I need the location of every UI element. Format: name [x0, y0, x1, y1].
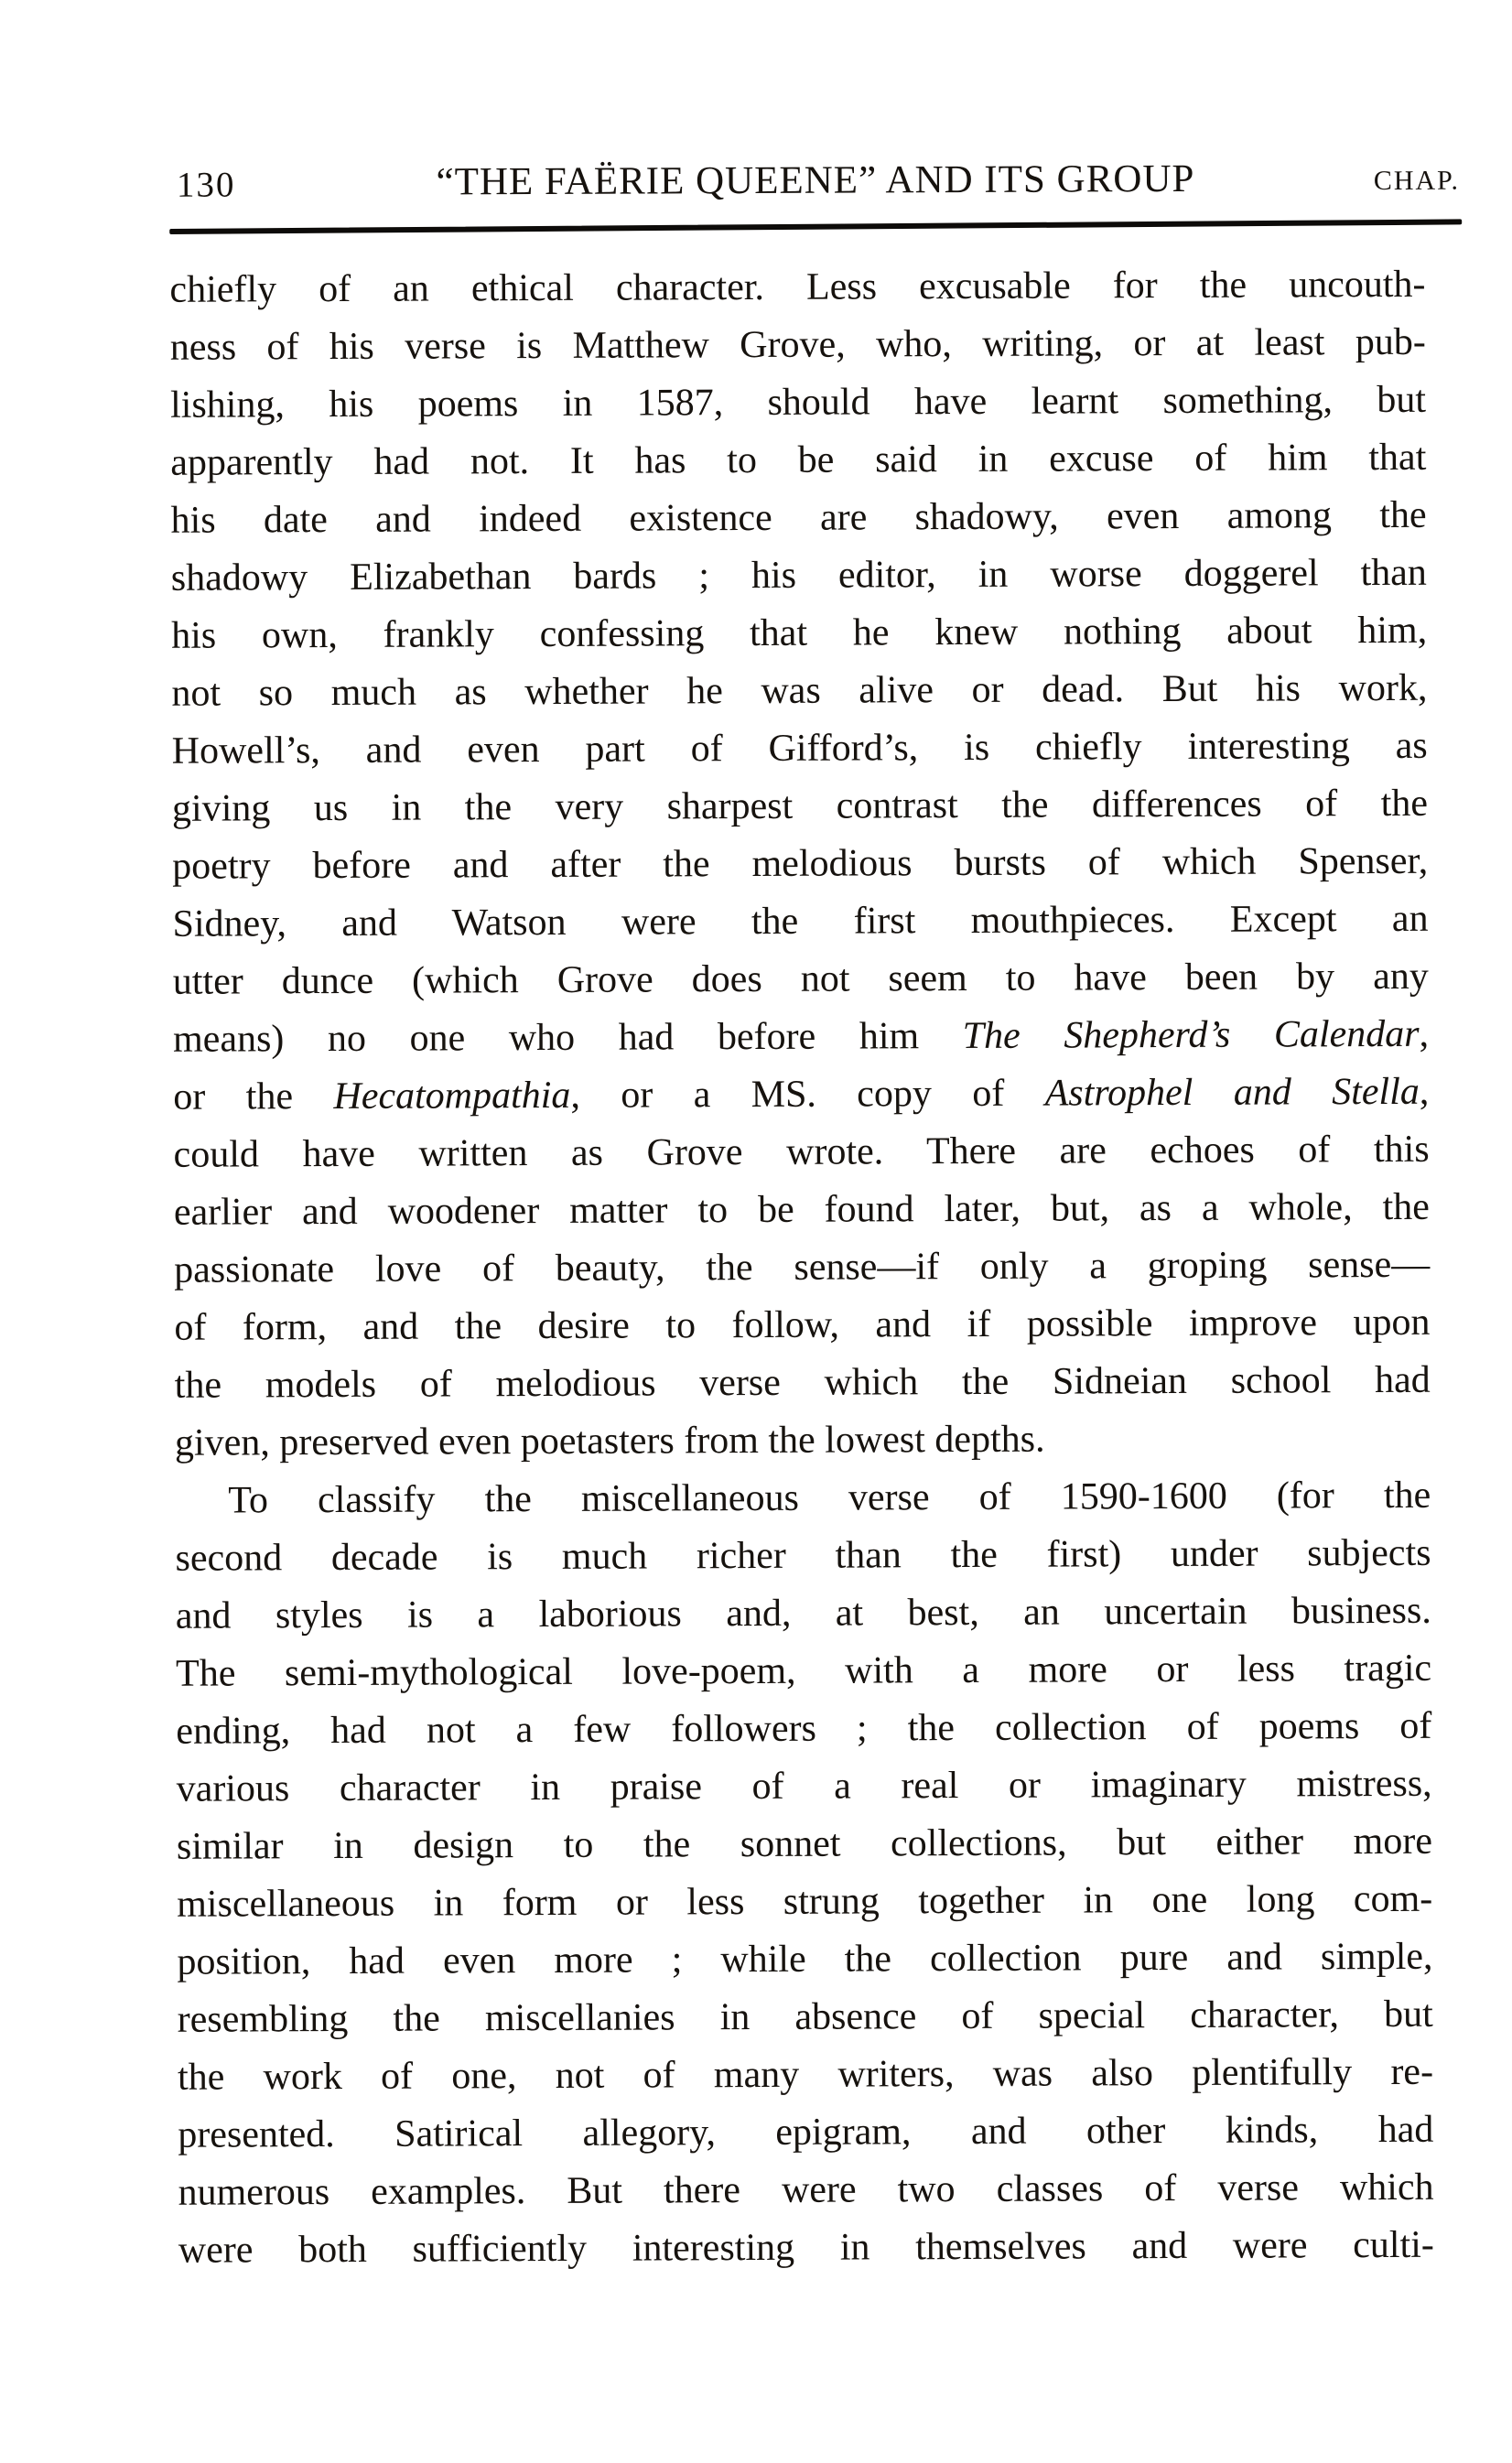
text-line: the work of one, not of many writers, was also plentifully re-: [177, 2050, 1434, 2099]
body-text: [169, 256, 1434, 2280]
text-line: means) no one who had before him The Shepherd’s Calendar,: [172, 1012, 1430, 1061]
text-line: his own, frankly confessing that he knew nothing about him,: [171, 609, 1428, 657]
text-line: utter dunce (which Grove does not seem to have been by any: [172, 955, 1429, 1003]
text-line: The semi-mythological love-poem, with a more or less tragic: [176, 1647, 1432, 1695]
text-line: of form, and the desire to follow, and if possible improve upon: [174, 1301, 1431, 1349]
text-line: ness of his verse is Matthew Grove, who, writing, or at least pub-: [169, 320, 1426, 369]
text-line: poetry before and after the melodious bursts of which Spenser,: [172, 839, 1429, 888]
text-line: various character in praise of a real or imaginary mistress,: [176, 1762, 1432, 1810]
text-line: the models of melodious verse which the Sidneian school had: [174, 1358, 1431, 1407]
text-line: giving us in the very sharpest contrast the differences of the: [171, 782, 1429, 830]
text-line: shadowy Elizabethan bards ; his editor, in worse doggerel than: [170, 551, 1427, 600]
text-line: chiefly of an ethical character. Less excusable for the uncouth-: [169, 263, 1426, 311]
text-line: To classify the miscellaneous verse of 1590-1600 (for the: [228, 1474, 1431, 1522]
text-line: miscellaneous in form or less strung together in one long com-: [177, 1877, 1433, 1926]
text-line: apparently had not. It has to be said in excuse of him that: [170, 436, 1427, 484]
text-line: or the Hecatompathia, or a MS. copy of Astrophel and Stella,: [173, 1070, 1430, 1118]
text-line: could have written as Grove wrote. There are echoes of this: [173, 1128, 1430, 1176]
chapter-label: CHAP.: [1373, 165, 1461, 197]
text-line: Sidney, and Watson were the first mouthpieces. Except an: [172, 897, 1429, 945]
running-title: “THE FAËRIE QUEENE” AND ITS GROUP: [436, 157, 1195, 204]
text-line: Howell’s, and even part of Gifford’s, is chiefly interesting as: [171, 724, 1428, 772]
text-line: resembling the miscellanies in absence of special character, but: [177, 1993, 1433, 2041]
text-line: earlier and woodener matter to be found later, but, as a whole, the: [173, 1185, 1430, 1234]
text-line: his date and indeed existence are shadowy, even among the: [170, 493, 1427, 542]
text-line: second decade is much richer than the first) under subjects: [175, 1531, 1431, 1580]
page-number: 130: [176, 165, 236, 205]
paragraph: [169, 256, 1431, 1473]
paragraph: [175, 1467, 1434, 2280]
text-line: were both sufficiently interesting in themselves and were culti-: [178, 2223, 1434, 2272]
text-line: passionate love of beauty, the sense—if only a groping sense—: [174, 1243, 1431, 1291]
text-line: position, had even more ; while the collection pure and simple,: [177, 1935, 1433, 1983]
text-line: similar in design to the sonnet collections, but either more: [176, 1820, 1433, 1868]
header-rule: [169, 219, 1462, 234]
running-header: [171, 153, 1460, 206]
text-line: lishing, his poems in 1587, should have learnt something, but: [169, 378, 1427, 427]
text-line: given, preserved even poetasters from the lowest depths.: [174, 1418, 1045, 1464]
text-line: not so much as whether he was alive or dead. But his work,: [171, 666, 1428, 715]
text-line: presented. Satirical allegory, epigram, and other kinds, had: [178, 2108, 1434, 2156]
text-line: ending, had not a few followers ; the collection of poems of: [176, 1704, 1432, 1753]
text-line: and styles is a laborious and, at best, an uncertain business.: [175, 1589, 1431, 1637]
text-line: numerous examples. But there were two classes of verse which: [178, 2166, 1434, 2214]
